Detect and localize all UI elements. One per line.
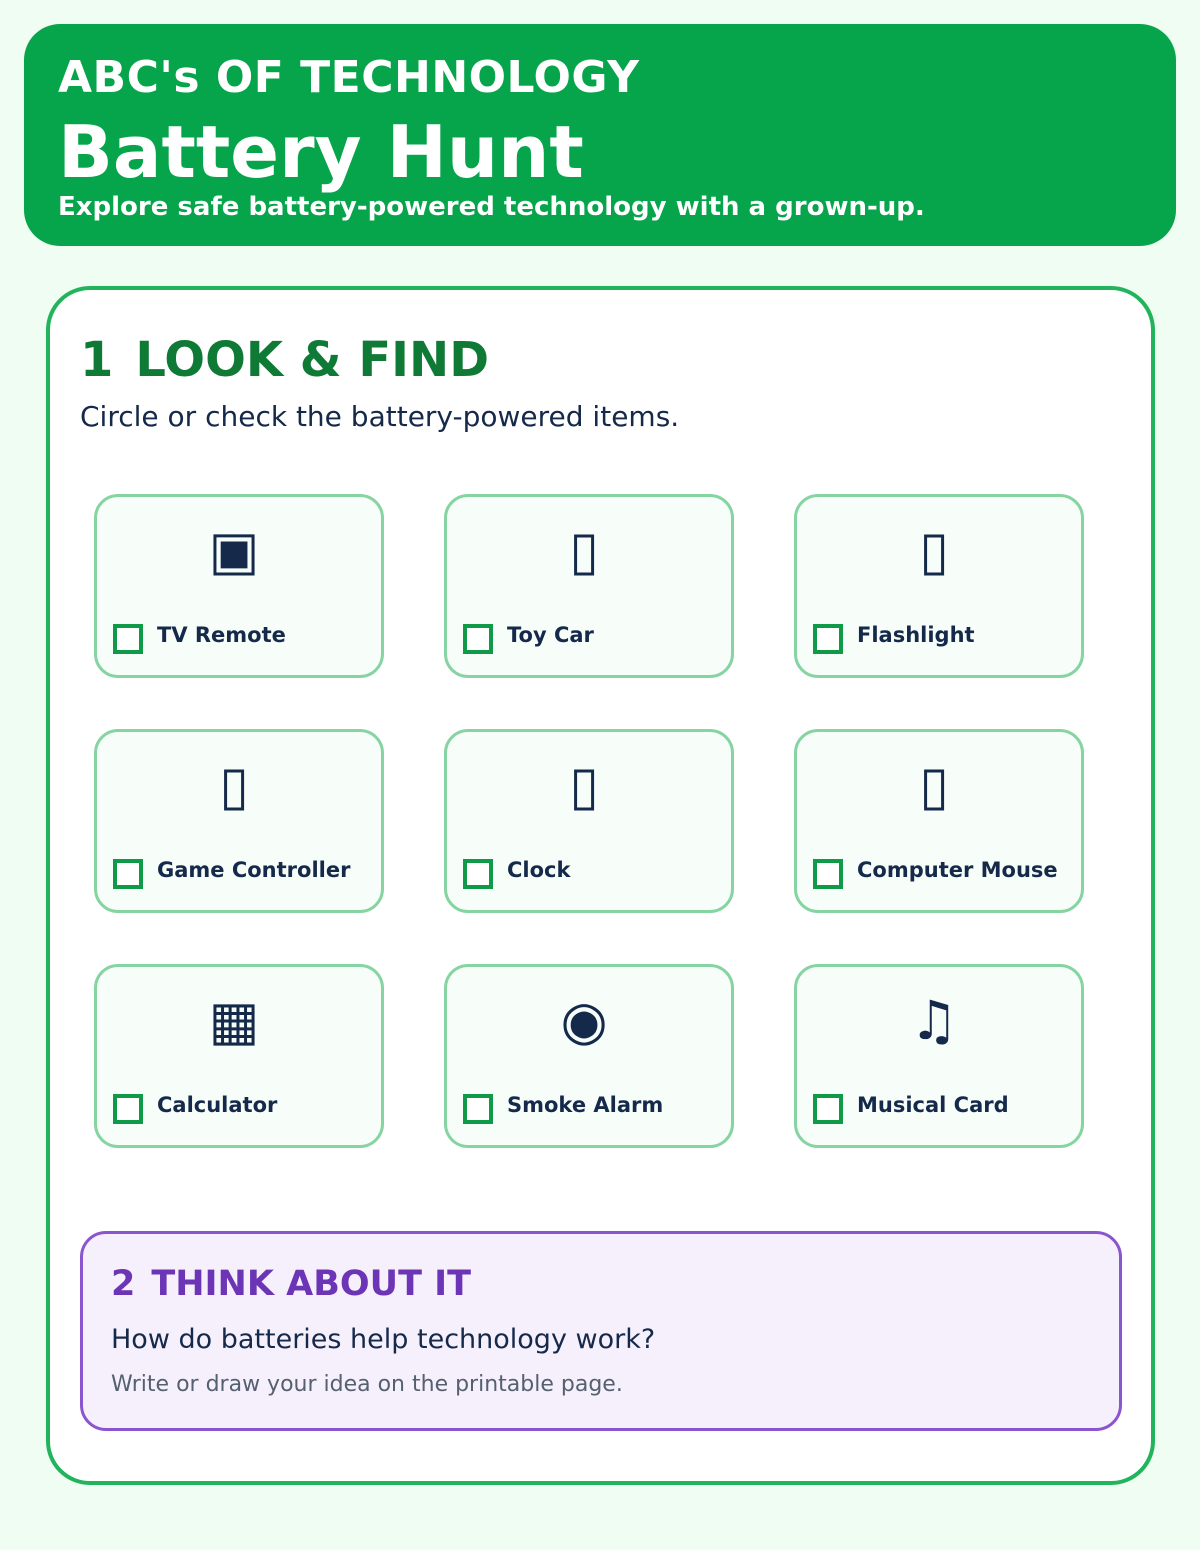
item-checkbox[interactable]	[113, 624, 143, 654]
item-label: TV Remote	[157, 623, 286, 647]
page-subtitle: Explore safe battery-powered technology with a grown-up.	[58, 192, 925, 222]
item-label: Computer Mouse	[857, 858, 1058, 882]
item-card-computer-mouse	[794, 729, 1084, 913]
computer-mouse-icon: ▯	[919, 754, 949, 817]
item-card-musical-card	[794, 964, 1084, 1148]
toy-car-icon: ▯	[569, 519, 599, 582]
item-card-calculator	[94, 964, 384, 1148]
item-card-flashlight	[794, 494, 1084, 678]
section-1-instruction: Circle or check the battery-powered items.	[80, 400, 680, 433]
think-about-it-box	[80, 1231, 1122, 1431]
musical-card-icon: ♫	[909, 989, 959, 1052]
item-label: Clock	[507, 858, 571, 882]
item-label: Game Controller	[157, 858, 351, 882]
clock-icon: ▯	[569, 754, 599, 817]
item-checkbox[interactable]	[113, 859, 143, 889]
item-checkbox[interactable]	[813, 859, 843, 889]
item-card-tv-remote	[94, 494, 384, 678]
item-card-toy-car	[444, 494, 734, 678]
item-checkbox[interactable]	[813, 624, 843, 654]
section-2-heading: THINK ABOUT IT	[151, 1264, 472, 1304]
item-card-clock	[444, 729, 734, 913]
item-card-game-controller	[94, 729, 384, 913]
smoke-alarm-icon: ◉	[560, 989, 608, 1052]
item-checkbox[interactable]	[463, 859, 493, 889]
tv-remote-icon: ▣	[208, 519, 260, 582]
flashlight-icon: ▯	[919, 519, 949, 582]
section-2-title	[111, 1264, 471, 1304]
item-label: Musical Card	[857, 1093, 1009, 1117]
section-1-number: 1	[80, 332, 114, 388]
item-checkbox[interactable]	[113, 1094, 143, 1124]
calculator-icon: ▦	[208, 989, 260, 1052]
item-grid	[90, 490, 1090, 1150]
item-label: Smoke Alarm	[507, 1093, 664, 1117]
item-card-smoke-alarm	[444, 964, 734, 1148]
section-2-number: 2	[111, 1264, 136, 1304]
item-label: Flashlight	[857, 623, 975, 647]
item-checkbox[interactable]	[463, 624, 493, 654]
section-1-heading: LOOK & FIND	[135, 332, 490, 388]
section-2-note: Write or draw your idea on the printable page.	[111, 1372, 623, 1397]
item-label: Toy Car	[507, 623, 594, 647]
game-controller-icon: ▯	[219, 754, 249, 817]
item-checkbox[interactable]	[463, 1094, 493, 1124]
activity-panel	[46, 286, 1155, 1485]
page-header	[24, 24, 1176, 246]
section-1-title	[80, 332, 489, 388]
page-title: Battery Hunt	[58, 110, 584, 194]
item-label: Calculator	[157, 1093, 278, 1117]
header-kicker: ABC's OF TECHNOLOGY	[58, 52, 640, 103]
item-checkbox[interactable]	[813, 1094, 843, 1124]
section-2-question: How do batteries help technology work?	[111, 1324, 656, 1355]
